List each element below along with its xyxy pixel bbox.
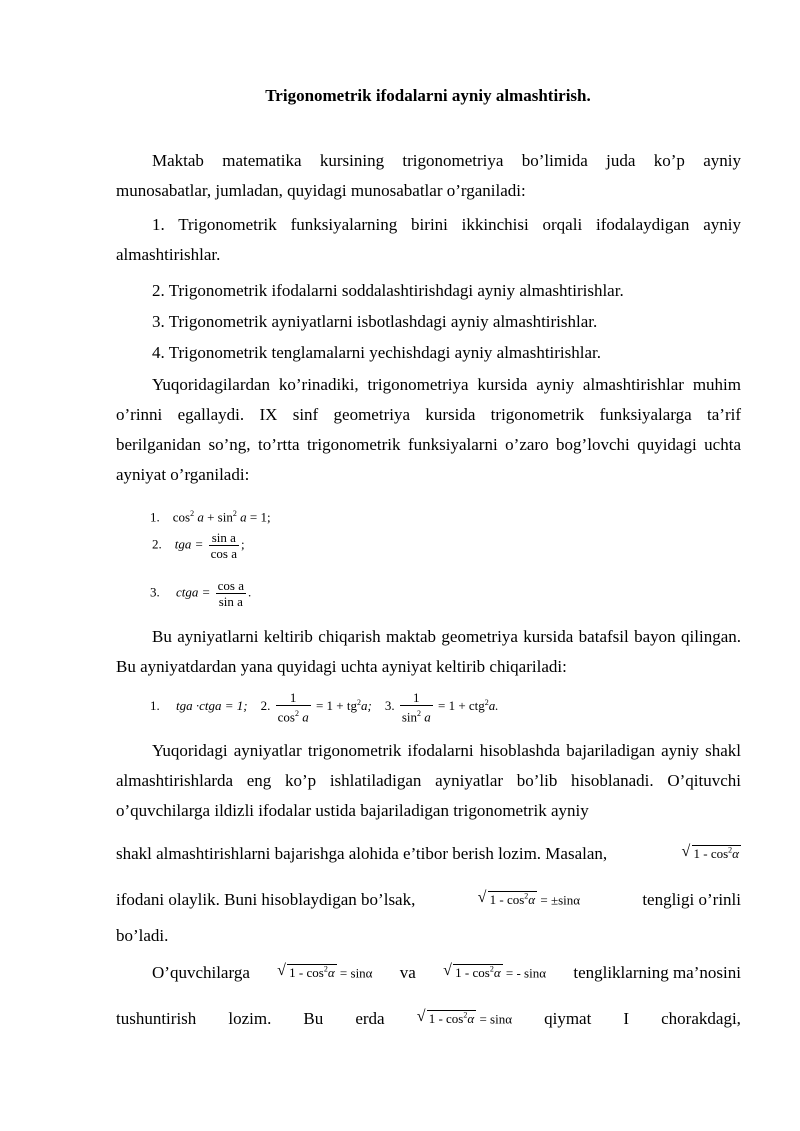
paragraph-text: va: [399, 963, 416, 982]
list-item-4: 4. Trigonometrik tenglamalarni yechishdagi ayniy almashtirishlar.: [152, 343, 602, 362]
formula-var: α: [528, 892, 536, 908]
fraction-denominator: cos a: [210, 546, 237, 561]
paragraph-students-line1: [116, 963, 741, 983]
formula-number: 2.: [152, 536, 162, 552]
formula-text: = 1 + tg: [315, 698, 357, 714]
formula-text: 1 - cos: [428, 1011, 464, 1027]
paragraph-identities-intro: Yuqoridagilardan ko’rinadiki, trigonometriya kursida ayniy almashtirishlar muhim o’rinni egallaydi. IX sinf geometriya kursida trigonometrik funksiyalarga ta’rif berilganidan so’ng, to’rtta trigonometrik funksiyalarni o’zaro bog’lovchi quyidagi uchta ayniyat o’rganiladi:: [116, 375, 741, 484]
sqrt: [417, 1011, 477, 1027]
formula-sqrt-4: [443, 965, 546, 981]
formula-text: .: [248, 584, 252, 600]
formula-sqrt-2: [478, 892, 580, 908]
sqrt: [277, 965, 337, 981]
formula-text: cos: [277, 709, 295, 725]
sqrt: [682, 846, 742, 862]
formula-text: ;: [241, 536, 245, 552]
formula-lhs: tga =: [174, 536, 204, 552]
formula-number: 3.: [150, 584, 160, 600]
formula-number: 1.: [150, 698, 160, 714]
paragraph-text: shakl almashtirishlarni bajarishga alohida e’tibor berish lozim. Masalan,: [116, 844, 608, 863]
formula-text: 1 - cos: [489, 892, 525, 908]
formula-text: = 1 + ctg: [438, 698, 485, 714]
paragraph-students-line2: [116, 1009, 741, 1029]
formula-text: = - sinα: [505, 965, 547, 981]
fraction-numerator: 1: [276, 690, 311, 706]
paragraph-word: I: [623, 1009, 630, 1028]
formula-var: a: [424, 709, 431, 725]
formula-number: 1.: [150, 509, 160, 525]
radicand: $1 - \cos^2\alpha$: [455, 964, 501, 981]
formula-text: 1 - cos: [289, 965, 324, 981]
list-item-3: 3. Trigonometrik ayniyatlarni isbotlashdagi ayniy almashtirishlar.: [152, 312, 598, 331]
list-item-2: 2. Trigonometrik ifodalarni soddalashtirishdagi ayniy almashtirishlar.: [152, 281, 624, 300]
sqrt: [478, 892, 538, 908]
paragraph-derived-intro: Bu ayniyatlarni keltirib chiqarish maktab geometriya kursida batafsil bayon qilingan. Bu ayniyatdardan yana quyidagi uchta ayniyat keltirib chiqariladi:: [116, 627, 741, 676]
formula-text: tga ·ctga = 1;: [176, 698, 248, 714]
formula-var: α: [732, 846, 739, 862]
formula-sqrt-1: [682, 846, 742, 862]
paragraph-text: tengligi o’rinli: [642, 890, 741, 909]
fraction: [276, 690, 311, 724]
formula-var: a: [197, 509, 204, 525]
formula-var: α: [467, 1011, 475, 1027]
formula-text: 1 - cos: [693, 846, 729, 862]
formula-var: α: [327, 965, 335, 981]
paragraph-text: ifodani olaylik. Buni hisoblaydigan bo’lsak,: [116, 890, 416, 909]
fraction-denominator: sin a: [218, 594, 243, 609]
sqrt: [443, 965, 503, 981]
formula-derived-identities: 1. tga ·ctga = 1; 2. $\frac{1}{\cos^2 a}$ = $1 + tg^2a$; 3. $\frac{1}{\sin^2 a}$ = 1 + ctg$^2$a.: [150, 690, 499, 725]
formula-text: + sin: [207, 509, 233, 525]
formula-number: 3.: [384, 698, 395, 714]
paragraph-word: Bu: [303, 1009, 324, 1028]
radicand: $1 - \cos^2\alpha$: [489, 891, 536, 908]
fraction-numerator: 1: [400, 690, 433, 706]
formula-number: 2.: [260, 698, 271, 714]
formula-var: a;: [360, 698, 372, 714]
paragraph-roots: Yuqoridagi ayniyatlar trigonometrik ifodalarni hisoblashda bajariladigan ayniy shakl almashtirishlarda eng ko’p ishlatiladigan ayniyatlar bo’lib hisoblanadi. O’qituvchi o’quvchilarga ildizli ifodalar ustida bajariladigan trigonometrik ayniy: [116, 741, 741, 820]
fraction-denominator: $\cos^2 a$: [277, 709, 309, 725]
formula-text: 1 - cos: [455, 965, 490, 981]
fraction: [216, 578, 246, 609]
formula-text: = sinα: [339, 965, 373, 981]
page-title: Trigonometrik ifodalarni ayniy almashtirish.: [265, 86, 591, 105]
paragraph-word: tushuntirish: [116, 1009, 197, 1028]
formula-var: a: [240, 509, 247, 525]
paragraph-text: O’quvchilarga: [152, 963, 250, 982]
paragraph-text: tengliklarning ma’nosini: [573, 963, 741, 982]
radicand: $1 - \cos^2\alpha$: [428, 1010, 475, 1027]
formula-lhs: ctga =: [176, 584, 211, 600]
paragraph-word: erda: [355, 1009, 385, 1028]
fraction: [209, 530, 239, 561]
formula-var: a.: [488, 698, 499, 714]
radicand: $1 - \cos^2\alpha$: [693, 845, 739, 862]
paragraph-roots-line6: bo’ladi.: [116, 926, 169, 945]
formula-text: = ±sinα: [540, 892, 581, 908]
formula-identity-2: [152, 530, 245, 561]
paragraph-word: chorakdagi,: [661, 1009, 741, 1028]
paragraph-word: qiymat: [544, 1009, 592, 1028]
formula-sqrt-3: [277, 965, 372, 981]
formula-text: cos: [172, 509, 191, 525]
radicand: $1 - \cos^2\alpha$: [289, 964, 335, 981]
paragraph-roots-line4: [116, 844, 741, 864]
fraction-numerator: sin a: [209, 530, 239, 546]
fraction-numerator: cos a: [217, 578, 245, 593]
formula-identity-1: 1. $\cos^2 a + \sin^2 a = 1$;: [150, 509, 271, 525]
fraction-denominator: $\sin^2 a$: [401, 709, 431, 725]
list-item-1: 1. Trigonometrik funksiyalarning birini ikkinchisi orqali ifodalaydigan ayniy almashtirishlar.: [116, 215, 741, 264]
formula-text: sin: [401, 709, 417, 725]
formula-var: α: [493, 965, 501, 981]
paragraph-intro: Maktab matematika kursining trigonometriya bo’limida juda ko’p ayniy munosabatlar, jumladan, quyidagi munosabatlar o’rganiladi:: [116, 151, 741, 200]
formula-identity-3: [150, 578, 251, 609]
formula-sqrt-5: [417, 1011, 512, 1027]
fraction: [400, 690, 433, 724]
formula-text: = 1;: [249, 509, 271, 525]
formula-var: a: [302, 709, 309, 725]
paragraph-word: lozim.: [228, 1009, 272, 1028]
formula-text: = sinα: [479, 1011, 513, 1027]
paragraph-roots-line5: [116, 890, 741, 910]
